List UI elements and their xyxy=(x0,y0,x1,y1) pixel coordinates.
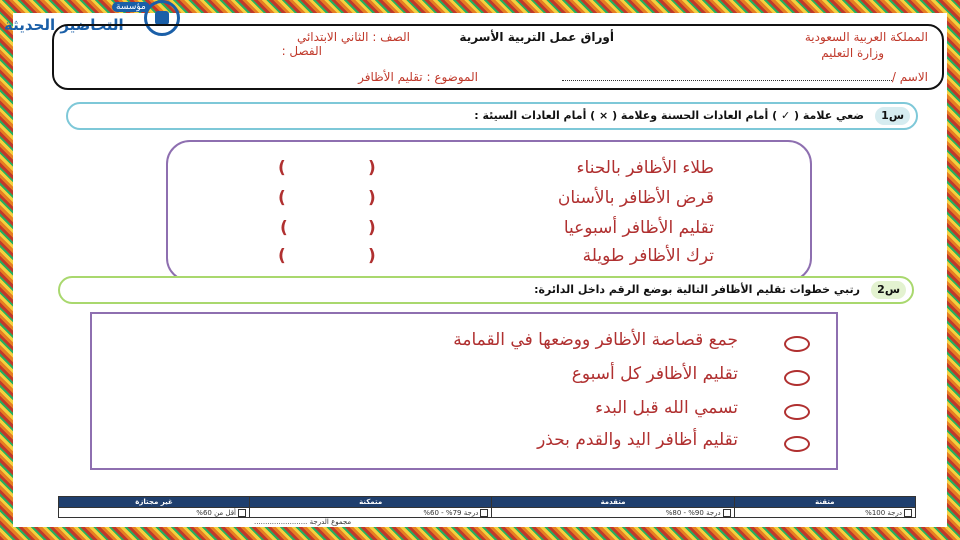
question-1-bar xyxy=(66,102,918,130)
name-label: الاسم / xyxy=(891,70,928,84)
step-item-2: تقليم الأظافر كل أسبوع xyxy=(571,364,738,384)
grade-label: الصف : الثاني الابتدائي xyxy=(296,30,410,44)
grade-header-2: متقدمة xyxy=(492,497,734,508)
question-2-instruction: رتبي خطوات تقليم الأظافر التالية بوضع الرقم داخل الدائرة: xyxy=(534,283,860,296)
step-item-3: تسمي الله قبل البدء xyxy=(595,398,738,418)
checkbox-icon[interactable] xyxy=(238,509,246,517)
name-dots-2 xyxy=(672,70,782,81)
answer-close-1[interactable]: ) xyxy=(368,158,376,178)
grade-cell-3-label: درجة 79% - 60% xyxy=(423,508,479,517)
question-2-bar xyxy=(58,276,914,304)
habit-item-3: تقليم الأظافر أسبوعيا xyxy=(563,218,714,238)
answer-close-2[interactable]: ) xyxy=(368,188,376,208)
step-item-1: جمع قصاصة الأظافر ووضعها في القمامة xyxy=(453,330,738,350)
answer-open-1[interactable]: ( xyxy=(278,158,286,178)
semester-label: الفصل : xyxy=(281,44,322,58)
habit-item-4: ترك الأظافر طويلة xyxy=(582,246,714,266)
worksheet-page xyxy=(4,2,946,526)
answer-close-3[interactable]: ) xyxy=(368,218,376,238)
step-circle-2[interactable] xyxy=(784,370,810,386)
answer-open-3[interactable]: ( xyxy=(280,218,288,238)
step-item-4: تقليم أظافر اليد والقدم بحذر xyxy=(537,430,738,450)
grade-cell-1-label: درجة 100% xyxy=(865,508,902,517)
habit-item-2: قرض الأظافر بالأسنان xyxy=(557,188,714,208)
checkbox-icon[interactable] xyxy=(480,509,488,517)
grade-cell-2-label: درجة 90% - 80% xyxy=(665,508,721,517)
steps-box xyxy=(90,312,838,470)
answer-open-4[interactable]: ( xyxy=(278,246,286,266)
grade-header-1: متقنة xyxy=(734,497,915,508)
kingdom-label: المملكة العربية السعودية xyxy=(804,30,928,44)
logo-subtitle: مؤسسة xyxy=(112,2,150,12)
step-circle-4[interactable] xyxy=(784,436,810,452)
grade-header-3: متمكنة xyxy=(250,497,492,508)
grade-cell-2[interactable] xyxy=(492,508,734,518)
worksheet-title: أوراق عمل التربية الأسرية xyxy=(459,30,614,44)
question-1-instruction: ضعي علامة ( ✓ ) أمام العادات الحسنة وعلامة ( × ) أمام العادات السيئة : xyxy=(474,109,864,122)
grade-header-4: غير مجتازة xyxy=(59,497,250,508)
checkbox-icon[interactable] xyxy=(904,509,912,517)
name-dots-3 xyxy=(562,70,672,81)
answer-open-2[interactable]: ( xyxy=(278,188,286,208)
header-box xyxy=(52,24,944,90)
habit-item-1: طلاء الأظافر بالحناء xyxy=(576,158,714,178)
step-circle-1[interactable] xyxy=(784,336,810,352)
ministry-label: وزارة التعليم xyxy=(821,46,884,60)
name-dots xyxy=(782,70,892,81)
answer-close-4[interactable]: ) xyxy=(368,246,376,266)
question-1-badge: س1 xyxy=(875,107,910,125)
grade-cell-4-label: أقل من 60% xyxy=(196,508,236,517)
grade-summary: مجموع الدرجة ........................ xyxy=(254,518,352,526)
grade-cell-1[interactable] xyxy=(734,508,915,518)
subject-label: الموضوع : تقليم الأظافر xyxy=(358,70,478,84)
grading-table xyxy=(58,496,916,518)
question-2-badge: س2 xyxy=(871,281,906,299)
logo-name: التحاضير الحديثة xyxy=(4,16,124,34)
grade-cell-3[interactable] xyxy=(250,508,492,518)
habits-box xyxy=(166,140,812,282)
checkbox-icon[interactable] xyxy=(723,509,731,517)
step-circle-3[interactable] xyxy=(784,404,810,420)
grade-cell-4[interactable] xyxy=(59,508,250,518)
name-field[interactable] xyxy=(562,70,928,84)
